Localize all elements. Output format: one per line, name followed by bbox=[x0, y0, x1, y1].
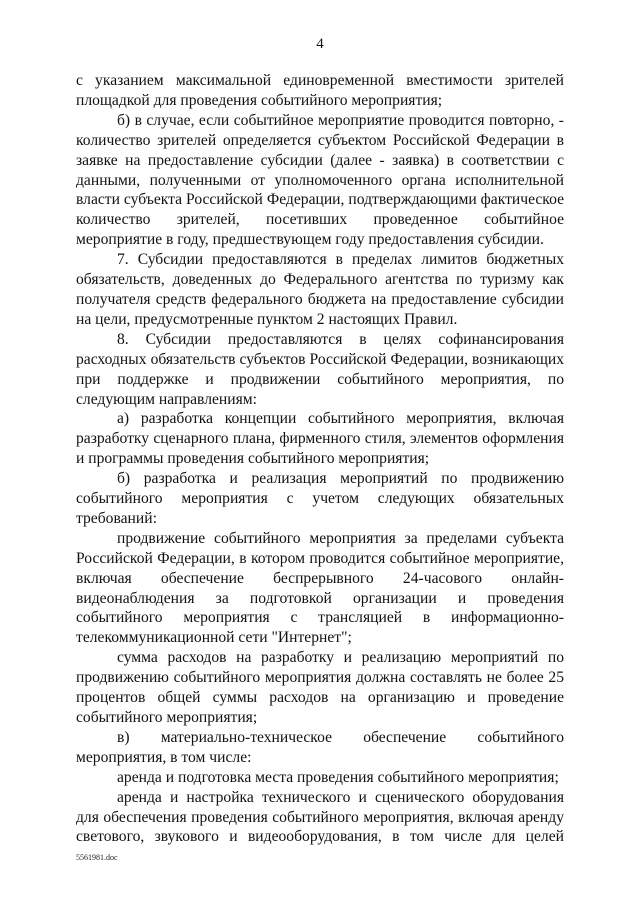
paragraph-venue-rental: аренда и подготовка места проведения событийного мероприятия; bbox=[117, 768, 559, 786]
footer-file-name: 5561981.doc bbox=[76, 853, 118, 862]
paragraph-expense-limit: сумма расходов на разработку и реализацию мероприятий по продвижению событийного мероприятия должна составлять не более 25 процентов общей суммы расходов на организацию и проведение событийного мероприятия; bbox=[76, 649, 564, 726]
paragraph-item-b-repeat-event: б) в случае, если событийное мероприятие проводится повторно, - количество зрителей определяется субъектом Российской Федерации в заявке на предоставление субсидии (далее - заявка) в соответствии с данными, полученными от уполномоченного органа исполнительной власти субъекта Российской Федерации, подтверждающими фактическое количество зрителей, посетивших проведенное событийное мероприятие в году, предшествующем году предоставления субсидии. bbox=[76, 111, 564, 249]
paragraph-item-a: а) разработка концепции событийного мероприятия, включая разработку сценарного плана, фирменного стиля, элементов оформления и программы проведения событийного мероприятия; bbox=[76, 410, 564, 468]
paragraph-item-b: б) разработка и реализация мероприятий по продвижению событийного мероприятия с учетом следующих обязательных требований: bbox=[76, 470, 564, 527]
paragraph-equipment-rental: аренда и настройка технического и сценического оборудования для обеспечения проведения событийного мероприятия, включая аренду светового, звукового и видеооборудования, в том числе для целей bbox=[76, 788, 564, 846]
paragraph-item-v: в) материально-техническое обеспечение событийного мероприятия, в том числе: bbox=[76, 728, 564, 766]
paragraph-clause-8: 8. Субсидии предоставляются в целях софинансирования расходных обязательств субъектов Российской Федерации, возникающих при поддержке и продвижении событийного мероприятия, по следующим направлениям: bbox=[76, 330, 564, 408]
paragraph-promotion-requirement: продвижение событийного мероприятия за пределами субъекта Российской Федерации, в котором проводится событийное мероприятие, включая обеспечение беспрерывного 24-часового онлайн-видеонаблюдения за подготовкой организации и проведения событийного мероприятия с трансляцией в информационно-телекоммуникационной сети "Интернет"; bbox=[76, 529, 564, 647]
page-number: 4 bbox=[316, 36, 324, 52]
paragraph-clause-7: 7. Субсидии предоставляются в пределах лимитов бюджетных обязательств, доведенных до Федерального агентства по туризму как получателя средств федерального бюджета на предоставление субсидии на цели, предусмотренные пунктом 2 настоящих Правил. bbox=[76, 251, 564, 328]
document-body bbox=[76, 71, 564, 847]
paragraph-capacity-clause: с указанием максимальной единовременной вместимости зрителей площадкой для проведения событийного мероприятия; bbox=[76, 72, 564, 109]
